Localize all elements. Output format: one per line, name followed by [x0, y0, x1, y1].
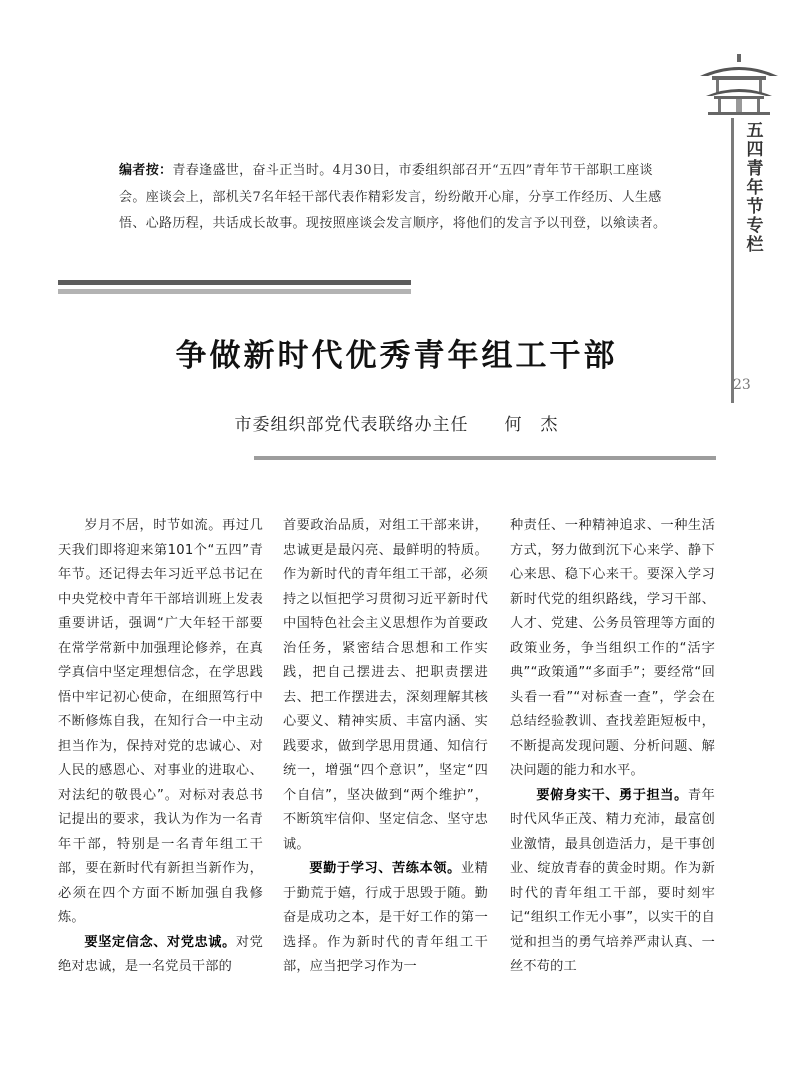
paragraph-text: 青年时代风华正茂、精力充沛，最富创业激情，最具创造活力，是干事创业、绽放青春的黄金时期。作为新时代的青年组工干部，要时刻牢记“组织工作无小事”，以实干的自觉和担当的勇气培养严肃认真、一丝不苟的工 — [510, 787, 715, 974]
paragraph: 岁月不居，时节如流。再过几天我们即将迎来第101个“五四”青年节。还记得去年习近平总书记在中央党校中青年干部培训班上发表重要讲话，强调“广大年轻干部要在常学常新中加强理论修养，在真学真信中坚定理想信念，在学思践悟中牢记初心使命，在细照笃行中不断修炼自我，在知行合一中主动担当作为，保持对党的忠诚心、对人民的感恩心、对事业的进取心、对法纪的敬畏心”。对标对表总书记提出的要求，我认为作为一名青年干部，特别是一名青年组工干部，要在新时代有新担当新作为，必须在四个方面不断加强自我修炼。 — [58, 518, 263, 925]
author-affiliation: 市委组织部党代表联络办主任 — [234, 415, 469, 435]
editor-note-label: 编者按： — [119, 163, 173, 178]
body-column-3 — [510, 514, 715, 980]
pavilion-icon — [698, 52, 780, 116]
body-column-1 — [58, 514, 263, 980]
column-label: 五四青年节专栏 — [746, 121, 764, 255]
section-heading: 要坚定信念、对党忠诚。 — [84, 934, 236, 950]
decorative-bar-dark — [58, 280, 411, 285]
section-heading: 要俯身实干、勇于担当。 — [536, 787, 688, 803]
paragraph-text: 对党绝对忠诚，是一名党员干部的 — [58, 934, 263, 974]
paragraph — [510, 784, 715, 980]
paragraph-text: 业精于勤荒于嬉，行成于思毁于随。勤奋是成功之本，是干好工作的第一选择。作为新时代的青年组工干部，应当把学习作为一 — [283, 861, 488, 974]
body-column-2 — [283, 514, 488, 980]
paragraph — [283, 857, 488, 980]
paragraph — [58, 931, 263, 980]
editor-note-text: 青春逢盛世，奋斗正当时。4月30日，市委组织部召开“五四”青年节干部职工座谈会。座谈会上，部机关7名年轻干部代表作精彩发言，纷纷敞开心扉，分享工作经历、人生感悟、心路历程，共话成长故事。现按照座谈会发言顺序，将他们的发言予以刊登，以飨读者。 — [119, 163, 667, 231]
author-line — [0, 410, 793, 435]
editor-note — [119, 158, 669, 238]
paragraph: 首要政治品质，对组工干部来讲，忠诚更是最闪亮、最鲜明的特质。作为新时代的青年组工干部，必须持之以恒把学习贯彻习近平新时代中国特色社会主义思想作为首要政治任务，紧密结合思想和工作实践，把自己摆进去、把职责摆进去、把工作摆进去，深刻理解其核心要义、精神实质、丰富内涵、实践要求，做到学思用贯通、知信行统一，增强“四个意识”，坚定“四个自信”，坚决做到“两个维护”，不断筑牢信仰、坚定信念、坚守忠诚。 — [283, 518, 488, 852]
paragraph: 种责任、一种精神追求、一种生活方式，努力做到沉下心来学、静下心来思、稳下心来干。要深入学习新时代党的组织路线，学习干部、人才、党建、公务员管理等方面的政策业务，争当组织工作的“活字典”“政策通”“多面手”；要经常“回头看一看”“对标查一查”，学会在总结经验教训、查找差距短板中，不断提高发现问题、分析问题、解决问题的能力和水平。 — [510, 518, 715, 778]
page-number: 23 — [733, 377, 751, 393]
article-title: 争做新时代优秀青年组工干部 — [175, 338, 618, 374]
section-heading: 要勤于学习、苦练本领。 — [309, 861, 461, 876]
decorative-bar-light — [58, 289, 411, 294]
author-name: 何 杰 — [504, 415, 559, 435]
author-rule — [254, 456, 716, 460]
